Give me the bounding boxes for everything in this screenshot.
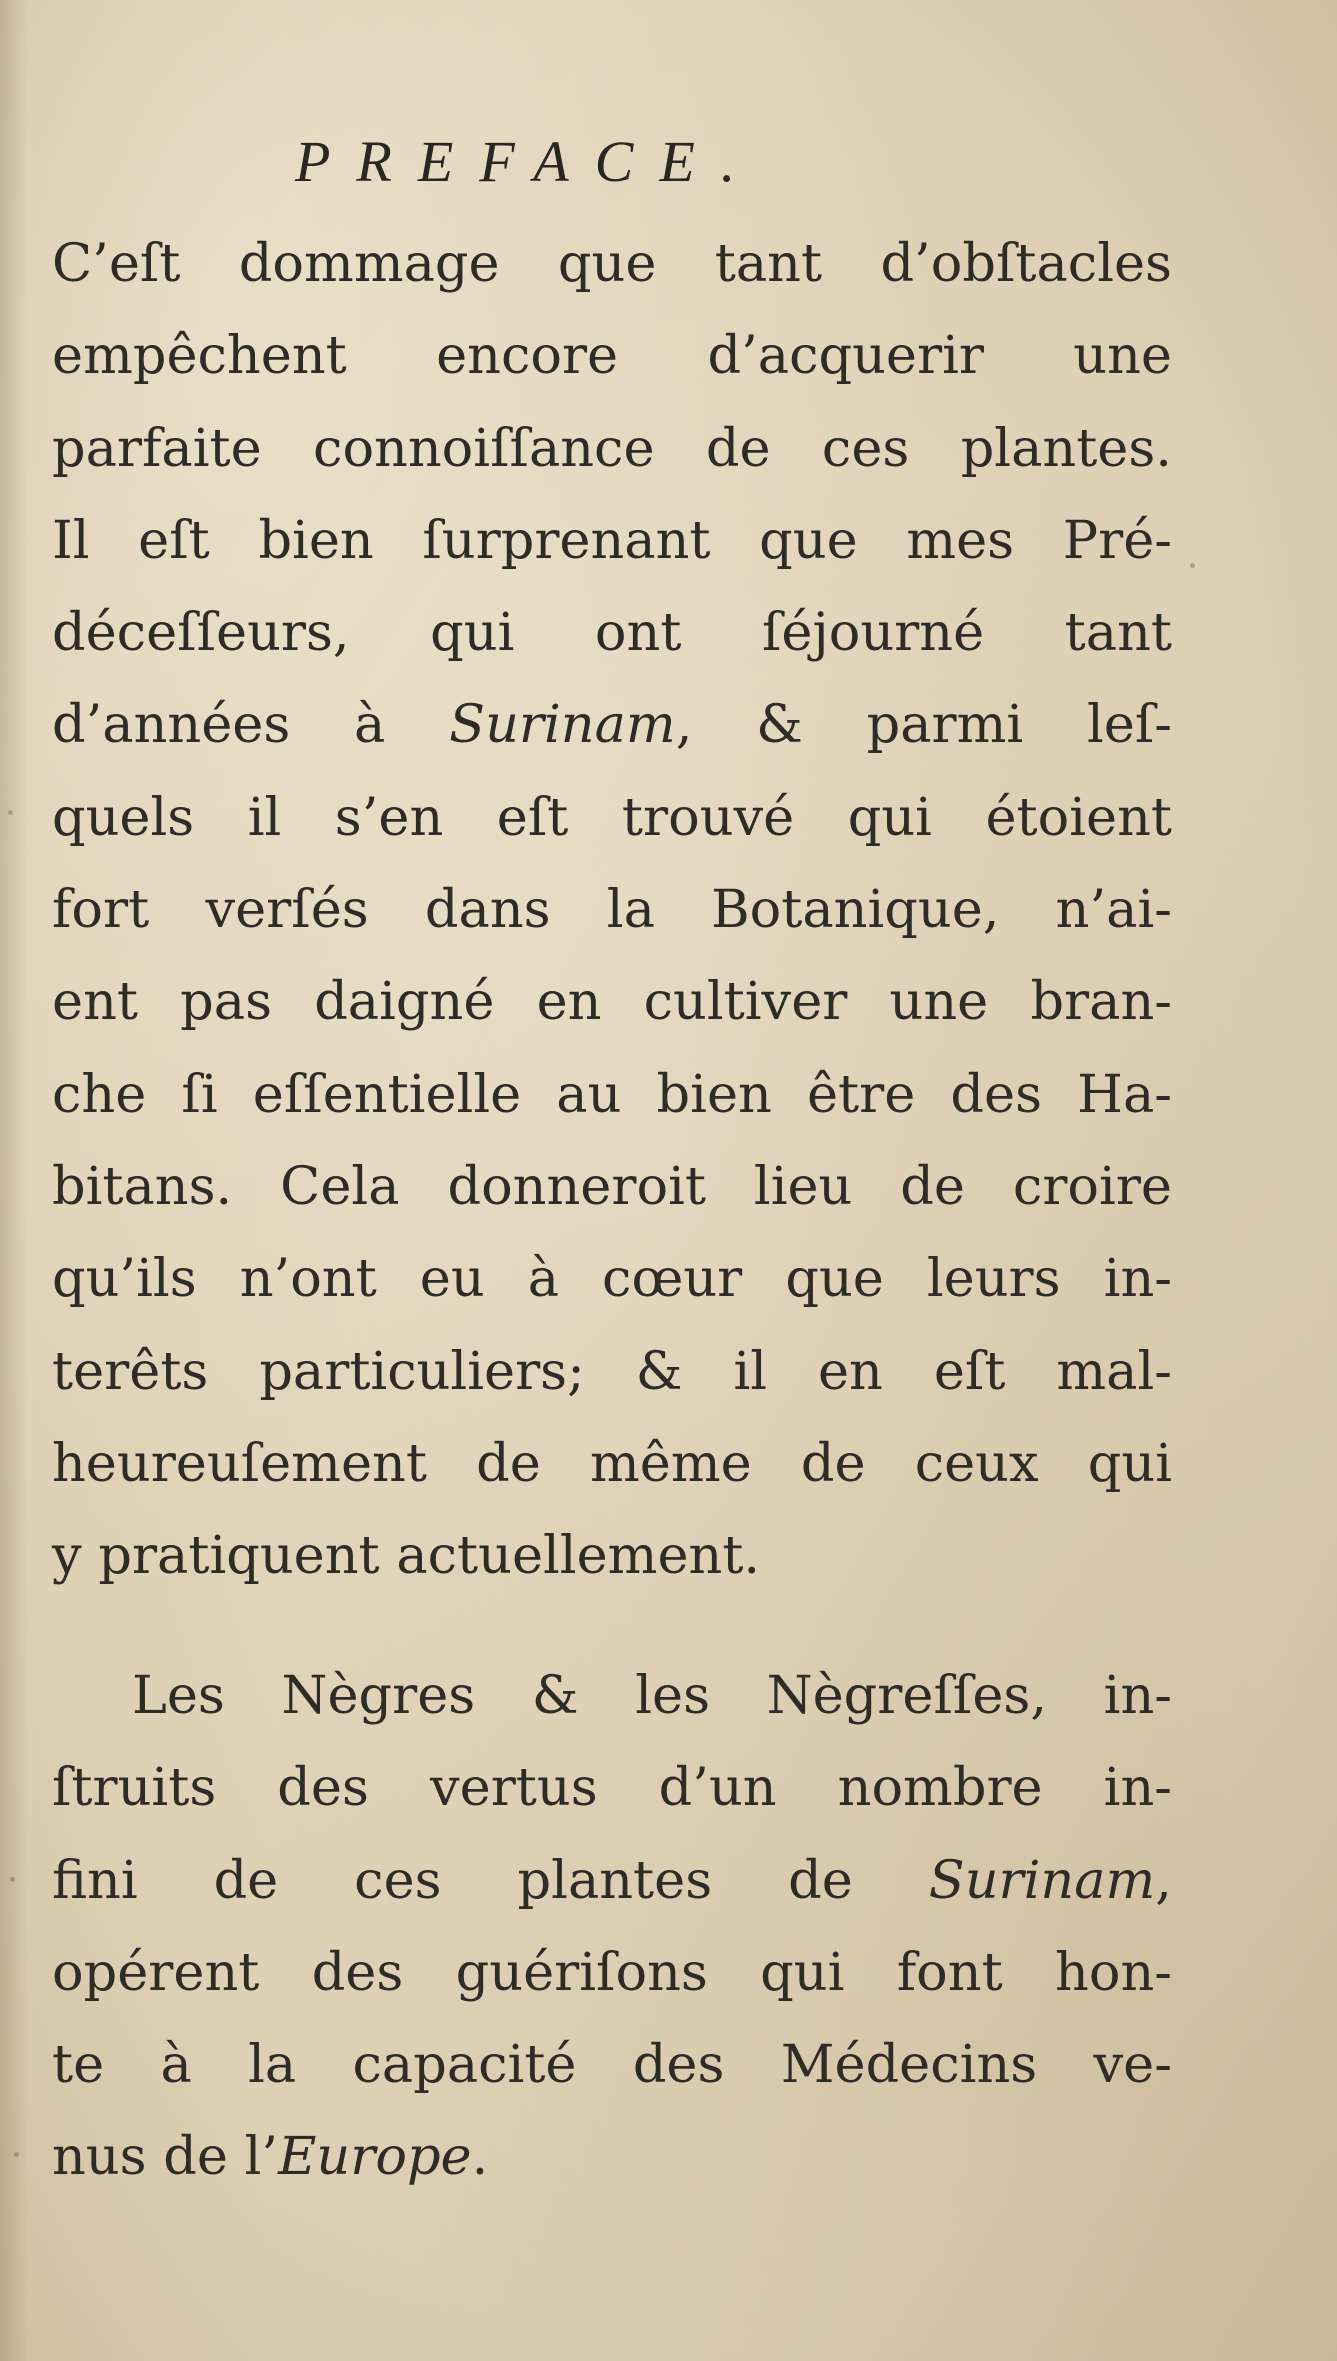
text-line: quels il s’en eſt trouvé qui étoient: [52, 786, 1172, 848]
paper-speck: [8, 810, 13, 815]
text-segment: ,: [1155, 1849, 1172, 1911]
text-line: che ſi eſſentielle au bien être des Ha-: [52, 1063, 1172, 1125]
text-line: Les Nègres & les Nègreſſes, in-: [132, 1665, 1172, 1726]
text-segment: fini de ces plantes de: [52, 1849, 929, 1911]
running-head: PREFACE.: [295, 129, 762, 194]
paper-speck: [1190, 563, 1195, 568]
text-segment: .: [471, 2126, 489, 2188]
paper-speck: [10, 1877, 15, 1882]
text-segment: nus de l’: [52, 2126, 279, 2188]
text-line: [52, 2111, 1172, 2203]
place-name-surinam: Surinam: [928, 1849, 1156, 1911]
text-line: terêts particuliers; & il en eſt mal-: [52, 1340, 1172, 1402]
text-segment: d’années à: [52, 694, 450, 756]
text-line: bitans. Cela donneroit lieu de croire: [52, 1155, 1172, 1217]
place-name-europe: Europe: [278, 2126, 472, 2188]
text-line: Il eſt bien ſurprenant que mes Pré-: [52, 509, 1172, 571]
text-line: parfaite connoiſſance de ces plantes.: [52, 417, 1172, 479]
text-line: déceſſeurs, qui ont ſéjourné tant: [52, 602, 1172, 664]
text-line: y pratiquent actuellement.: [52, 1525, 761, 1587]
text-line: opérent des guériſons qui font hon-: [52, 1941, 1172, 2003]
paragraph-1: [52, 218, 1172, 1602]
text-segment: , & parmi leſ-: [675, 694, 1172, 756]
text-line: ſtruits des vertus d’un nombre in-: [52, 1757, 1172, 1819]
text-line: fort verſés dans la Botanique, n’ai-: [52, 879, 1172, 941]
paper-speck: [14, 2152, 19, 2157]
place-name-surinam: Surinam: [449, 694, 676, 756]
text-line: qu’ils n’ont eu à cœur que leurs in-: [52, 1248, 1172, 1310]
paragraph-2: [52, 1650, 1172, 2204]
page-edge-shadow: [0, 0, 28, 2361]
text-line: [52, 679, 1172, 771]
text-line: te à la capacité des Médecins ve-: [52, 2034, 1172, 2096]
text-line: empêchent encore d’acquerir une: [52, 325, 1172, 387]
text-line: ent pas daigné en cultiver une bran-: [52, 971, 1172, 1033]
text-line: [52, 1835, 1172, 1927]
text-line: C’eſt dommage que tant d’obſtacles: [52, 233, 1172, 294]
text-line: heureuſement de même de ceux qui: [52, 1432, 1172, 1494]
